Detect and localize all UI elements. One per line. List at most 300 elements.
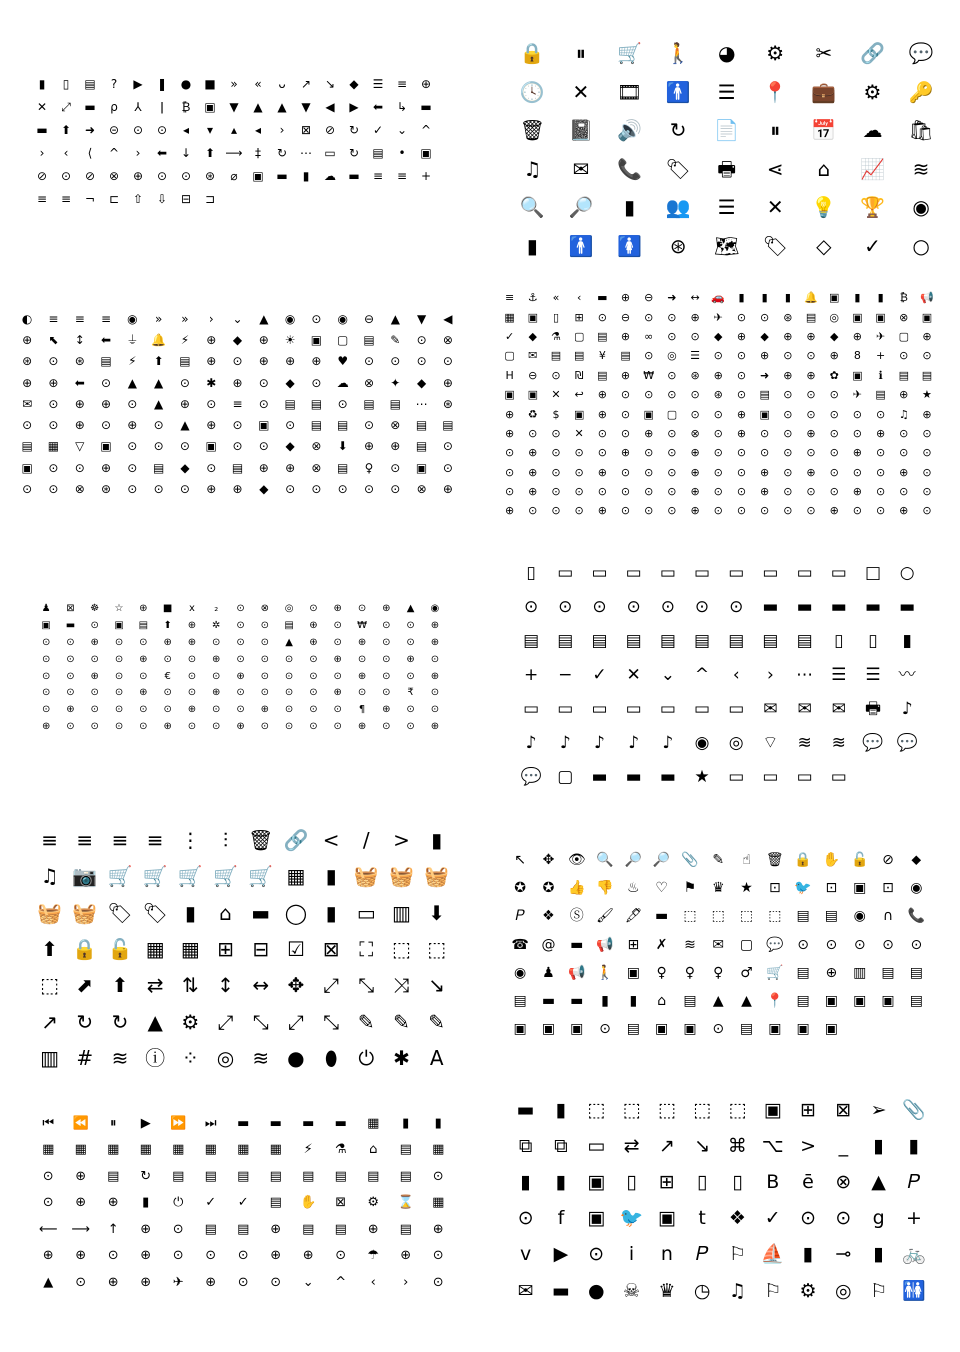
- battery-icon: ⋯: [300, 145, 312, 160]
- glyph-105-icon: ▽: [75, 439, 85, 454]
- glyph-49-icon: v: [520, 1243, 532, 1266]
- glyph-27-icon: ▤: [591, 630, 608, 651]
- glyph-100-icon: ⊗: [390, 418, 401, 433]
- glyph-43-icon: ‹: [732, 664, 740, 685]
- glyph-51-icon: ✗: [655, 936, 668, 953]
- tablet-icon: ▭: [557, 562, 574, 583]
- glyph-97-icon: ⊙: [309, 687, 318, 699]
- glyph-97-icon: ▤: [310, 418, 323, 433]
- glyph-18-icon: ▣: [41, 620, 51, 632]
- glyph-37-icon: +: [523, 664, 539, 685]
- male-icon: 🚹: [665, 79, 691, 104]
- glyph-62-icon: ¥: [598, 349, 606, 363]
- music-icon: >: [393, 828, 410, 853]
- glyph-63-icon: 📢: [568, 964, 586, 981]
- glyph-223-icon: ⊙: [806, 504, 816, 518]
- glyph-90-icon: ›: [403, 1274, 409, 1290]
- glyph-148-icon: ⊙: [829, 426, 839, 440]
- glyph-44-icon: ›: [767, 664, 774, 685]
- glyph-82-icon: ⊕: [140, 1274, 152, 1290]
- glyph-82-icon: ⊕: [620, 368, 631, 382]
- glyph-72-icon: ⊕: [101, 396, 112, 411]
- glyph-57-icon: ⊙: [172, 1221, 184, 1237]
- glyph-113-icon: ⊙: [284, 704, 294, 716]
- glyph-80-icon: ▭: [762, 766, 779, 787]
- glyph-69-icon: ≋: [797, 732, 812, 753]
- glyph-118-icon: ▤: [415, 439, 428, 454]
- zoom-in-icon: 🔎: [568, 195, 594, 220]
- glyph-71-icon: ⊙: [205, 1248, 217, 1264]
- glyph-50-icon: ⊙: [406, 636, 415, 648]
- bag-icon: 🛒: [248, 864, 274, 889]
- glyph-85-icon: ⊛: [442, 396, 453, 411]
- glyph-210-icon: ⊕: [504, 504, 515, 518]
- glyph-119-icon: ⊙: [442, 439, 453, 454]
- glyph-44-icon: ⊕: [258, 354, 269, 369]
- glyph-113-icon: ⊕: [899, 388, 909, 402]
- list-icon: ≡: [396, 76, 408, 91]
- glyph-18-icon: 👍: [568, 880, 586, 897]
- battery-icon: ▮: [784, 291, 791, 305]
- arrow-right-icon: ➜: [667, 291, 677, 305]
- battery-half-icon: ▬: [302, 1115, 315, 1131]
- glyph-50-icon: ⊙: [416, 354, 427, 369]
- glyph-95-icon: ▤: [626, 1021, 640, 1038]
- glyph-51-icon: ▭: [591, 698, 608, 719]
- glyph-81-icon: ⊙: [333, 670, 342, 682]
- expand-icon: ↕: [217, 973, 234, 998]
- glyph-115-icon: ⊙: [333, 704, 342, 716]
- glyph-33-icon: ▤: [805, 310, 817, 324]
- glyph-32-icon: ▤: [762, 630, 779, 651]
- share-icon: ⬚: [427, 937, 447, 962]
- glyph-164-icon: ⊙: [760, 446, 770, 460]
- inbox-out-icon: ▭: [356, 900, 376, 925]
- glyph-29-icon: ⊕: [309, 620, 318, 632]
- refresh-icon: ↻: [669, 118, 687, 143]
- glyph-61-icon: ◉: [514, 964, 527, 981]
- glyph-118-icon: ▣: [573, 407, 585, 421]
- glyph-48-icon: ◆: [714, 329, 723, 343]
- glyph-71-icon: ⊕: [74, 396, 85, 411]
- glyph-70-icon: ≋: [831, 732, 846, 753]
- glyph-132-icon: ♫: [898, 407, 909, 421]
- glyph-147-icon: ⊕: [806, 426, 816, 440]
- skip-forward-icon: ⏭: [204, 1115, 217, 1131]
- paperclip-icon: 📎: [902, 1098, 926, 1121]
- contract-icon: ↘: [324, 76, 336, 91]
- glyph-78-icon: ▬: [570, 993, 584, 1010]
- glyph-138-icon: ⊙: [48, 482, 59, 497]
- arrow-circle-right-icon: ◉: [337, 311, 348, 326]
- calculator-icon: ▣: [527, 310, 538, 324]
- glyph-75-icon: ▬: [591, 766, 608, 787]
- glyph-92-icon: ▲: [180, 418, 190, 433]
- glyph-140-icon: ⊕: [644, 426, 654, 440]
- glyph-50-icon: ▶: [553, 1243, 569, 1266]
- glyph-80-icon: ⊙: [309, 670, 318, 682]
- glyph-49-icon: ⊕: [736, 329, 747, 343]
- question-icon: ?: [110, 76, 118, 91]
- glyph-76-icon: ☂: [367, 1248, 380, 1264]
- glyph-101-icon: ⊙: [620, 388, 631, 402]
- glyph-40-icon: ⊕: [163, 636, 172, 648]
- glyph-61-icon: ⊙: [258, 375, 269, 390]
- glyph-42-icon: ▤: [824, 908, 839, 925]
- glyph-124-icon: ⊙: [127, 460, 138, 475]
- glyph-65-icon: ◎: [667, 349, 677, 363]
- glyph-66-icon: ◉: [694, 732, 710, 753]
- list-plus-icon: ≡: [396, 168, 408, 183]
- glyph-104-icon: ▦: [47, 439, 60, 454]
- glyph-137-icon: ✕: [574, 426, 584, 440]
- glyph-63-icon: ⊙: [309, 653, 318, 665]
- glyph-24-icon: ⌂: [369, 1142, 378, 1158]
- glyph-88-icon: ▣: [853, 993, 867, 1010]
- glyph-101-icon: ▣: [796, 1021, 810, 1038]
- tag-icon: 🧺: [37, 900, 63, 925]
- glyph-199-icon: ⊕: [690, 485, 700, 499]
- glyph-102-icon: ⊙: [644, 388, 654, 402]
- glyph-23-icon: 🔔: [151, 332, 167, 347]
- sort-icon: ⬈: [76, 973, 94, 998]
- glyph-123-icon: ⊙: [690, 407, 700, 421]
- glyph-82-icon: ▭: [830, 766, 847, 787]
- map-icon: 🗺: [713, 233, 740, 258]
- glyph-72-icon: ⊕: [829, 349, 839, 363]
- medical-case-icon: ⊞: [800, 1098, 816, 1121]
- glyph-30-icon: ⊙: [333, 620, 342, 632]
- glyph-62-icon: ♪: [559, 732, 571, 753]
- hand-point-icon: ☝: [742, 852, 751, 869]
- glyph-26-icon: ▤: [557, 630, 574, 651]
- arrow-down-icon: ▼: [416, 311, 427, 326]
- glyph-39-icon: ✓: [592, 664, 607, 685]
- glyph-220-icon: ⊙: [736, 504, 747, 518]
- bitcoin-icon: ▼: [229, 99, 239, 114]
- glyph-55-icon: ▭: [728, 698, 745, 719]
- glyph-41-icon: ⚗: [551, 329, 561, 343]
- chevron-down-icon: ✓: [372, 122, 384, 137]
- phone-icon: ▯: [526, 562, 536, 583]
- icon-sheet-10: [508, 1092, 932, 1309]
- glyph-67-icon: ♫: [728, 1279, 746, 1302]
- bluetooth-icon: ●: [287, 1045, 305, 1070]
- sort-icon: ⟶: [225, 145, 243, 160]
- glyph-131-icon: ⊗: [311, 460, 322, 475]
- glyph-67-icon: ◎: [728, 732, 744, 753]
- glyph-167-icon: ⊙: [829, 446, 839, 460]
- glyph-131-icon: ⊙: [875, 407, 886, 421]
- glyph-78-icon: ★: [694, 766, 710, 787]
- glyph-66-icon: ◷: [693, 1279, 711, 1302]
- glyph-35-icon: ▣: [852, 310, 863, 324]
- glyph-144-icon: ⊕: [736, 426, 747, 440]
- zoom-out-icon: A: [429, 1045, 444, 1070]
- glyph-145-icon: ⊙: [760, 426, 770, 440]
- glyph-68-icon: ⊕: [442, 375, 453, 390]
- glyph-188-icon: ⊙: [875, 465, 886, 479]
- glyph-14-icon: ⊙: [357, 603, 367, 615]
- glyph-77-icon: ▬: [541, 993, 556, 1010]
- monitor-upload-icon: ▭: [830, 562, 847, 583]
- glyph-194-icon: ⊙: [574, 485, 584, 499]
- glyph-96-icon: ⊙: [285, 418, 296, 433]
- glyph-75-icon: ⊕: [179, 396, 190, 411]
- glyph-35-icon: ⊛: [22, 354, 33, 369]
- glyph-94-icon: ⊙: [599, 1021, 611, 1038]
- glyph-64-icon: ⊕: [333, 653, 342, 665]
- glyph-149-icon: ⊙: [852, 426, 863, 440]
- glyph-49-icon: ⊠: [335, 1195, 347, 1211]
- glyph-89-icon: ⊙: [114, 687, 124, 699]
- list-bullets-icon: +: [420, 168, 432, 183]
- glyph-47-icon: g: [872, 1207, 885, 1230]
- glyph-15-icon: ▦: [74, 1142, 87, 1158]
- glyph-155-icon: ⊙: [551, 446, 561, 460]
- glyph-55-icon: ⚐: [728, 1243, 746, 1266]
- glyph-24-icon: ⊕: [187, 620, 197, 632]
- glyph-84-icon: ▲: [741, 993, 752, 1010]
- caret-right-icon: ^: [108, 145, 120, 160]
- zoom-out-icon: 🔎: [624, 852, 643, 869]
- glyph-135-icon: ⊙: [406, 720, 415, 732]
- glyph-101-icon: ▤: [415, 418, 428, 433]
- pencil-icon: ✎: [712, 852, 725, 869]
- glyph-82-icon: ▤: [363, 396, 375, 411]
- glyph-41-icon: ▤: [179, 354, 191, 369]
- bitcoin-icon: 📢: [920, 291, 934, 305]
- glyph-43-icon: ▮: [142, 1195, 150, 1211]
- glyph-46-icon: ☎: [511, 936, 529, 953]
- price-tag-icon: 🏷: [762, 233, 788, 258]
- glyph-35-icon: 🖋: [624, 908, 643, 925]
- glyph-41-icon: ⌄: [660, 664, 675, 685]
- glyph-68-icon: ⊙: [107, 1248, 119, 1264]
- pencil-icon: ⤡: [252, 1009, 269, 1034]
- glyph-28-icon: ⊕: [690, 310, 700, 324]
- eject-icon: ᴗ: [278, 76, 286, 91]
- arrow-circle-left-icon: ⊖: [644, 291, 654, 305]
- glyph-222-icon: ⊙: [783, 504, 793, 518]
- glyph-213-icon: ⊙: [574, 504, 584, 518]
- broadcast-icon: ◉: [912, 195, 930, 220]
- mail-icon: ✉: [572, 156, 590, 181]
- align-justify-icon: ≡: [41, 828, 58, 853]
- chevron-up-icon: ⌄: [396, 122, 408, 137]
- glyph-21-icon: ▦: [269, 1142, 282, 1158]
- glyph-72-icon: 💬: [896, 732, 918, 753]
- glyph-39-icon: ✓: [504, 329, 515, 343]
- woman-icon: 🚺: [617, 233, 642, 258]
- glyph-150-icon: ⊕: [875, 426, 886, 440]
- glyph-19-icon: ▦: [204, 1142, 217, 1158]
- document-icon: ↻: [348, 145, 360, 160]
- align-right-icon: ≡: [146, 828, 164, 853]
- glyph-99-icon: ↩: [574, 388, 584, 402]
- glyph-90-icon: ⊕: [806, 368, 816, 382]
- paperclip-icon: 📎: [681, 852, 699, 869]
- glyph-55-icon: ↑: [107, 1221, 119, 1237]
- cloud-sync-icon: ☁: [862, 118, 883, 143]
- glyph-47-icon: ♥: [337, 354, 349, 369]
- glyph-27-icon: ⊙: [667, 310, 677, 324]
- icon-sheet-3: [14, 308, 469, 500]
- glyph-125-icon: ⊕: [736, 407, 747, 421]
- glyph-37-icon: ⊕: [90, 636, 99, 648]
- up-small-icon: ▾: [206, 122, 214, 137]
- glyph-42-icon: ⊕: [107, 1195, 119, 1211]
- glyph-141-icon: ⊙: [127, 482, 138, 497]
- glyph-159-icon: ⊙: [644, 446, 654, 460]
- glyph-144-icon: ⊕: [206, 482, 217, 497]
- glyph-145-icon: ⊕: [232, 482, 243, 497]
- glyph-132-icon: ⊙: [333, 720, 342, 732]
- angle-down-icon: ▲: [259, 311, 269, 326]
- arrow-right-icon: ⬆: [204, 145, 216, 160]
- glyph-65-icon: ⊗: [363, 375, 375, 390]
- glyph-111-icon: ✈: [852, 388, 863, 402]
- glyph-117-icon: ⊕: [382, 704, 391, 716]
- glyph-91-icon: ✿: [829, 368, 839, 382]
- glyph-75-icon: ⊙: [899, 349, 909, 363]
- glyph-80-icon: ⊙: [75, 1274, 87, 1290]
- glyph-186-icon: ⊙: [829, 465, 839, 479]
- glyph-67-icon: ◆: [416, 375, 427, 390]
- glyph-133-icon: ⊕: [357, 720, 367, 732]
- location-icon: 📍: [762, 79, 788, 104]
- up-solid-icon: ◀: [325, 99, 335, 114]
- glyph-126-icon: ◆: [180, 460, 190, 475]
- glyph-20-icon: ▬: [762, 596, 779, 617]
- glyph-138-icon: ⊙: [597, 426, 607, 440]
- angle-double-right-icon: »: [181, 311, 189, 326]
- glyph-69-icon: ✉: [22, 396, 33, 411]
- glyph-43-icon: ◉: [853, 908, 866, 925]
- glyph-200-icon: ⊙: [713, 485, 723, 499]
- glyph-100-icon: ▣: [768, 1021, 782, 1038]
- glyph-55-icon: ✈: [875, 329, 886, 343]
- ambulance-icon: ◉: [127, 311, 138, 326]
- glyph-45-icon: 📞: [907, 908, 926, 925]
- glyph-105-icon: ⊛: [713, 388, 723, 402]
- group-icon: 👥: [665, 195, 691, 220]
- folder-icon: ▬: [84, 99, 96, 114]
- glyph-82-icon: ⊕: [357, 670, 367, 682]
- glyph-100-icon: ⊕: [597, 388, 607, 402]
- glyph-87-icon: ⌄: [302, 1274, 314, 1290]
- glyph-31-icon: ₩: [357, 620, 367, 632]
- glyph-60-icon: ⊙: [236, 653, 245, 665]
- trend-down-icon: ⤢: [323, 973, 340, 998]
- barcode-icon: ▬: [251, 900, 271, 925]
- glyph-109-icon: ⊙: [179, 439, 190, 454]
- glyph-48-icon: ⊕: [357, 636, 367, 648]
- glyph-86-icon: ⊙: [270, 1274, 282, 1290]
- glyph-70-icon: ⊙: [783, 349, 793, 363]
- glyph-70-icon: ⊙: [172, 1248, 184, 1264]
- glyph-25-icon: ⊕: [206, 332, 217, 347]
- glyph-173-icon: ⊕: [528, 465, 538, 479]
- align-justify-icon: ≡: [504, 291, 515, 305]
- glyph-83-icon: ✈: [172, 1274, 184, 1290]
- wifi-icon: ≋: [912, 156, 930, 181]
- glyph-92-icon: ⊙: [187, 687, 197, 699]
- compass-icon: ⊗: [260, 603, 270, 615]
- glyph-217-icon: ⊙: [667, 504, 677, 518]
- glyph-54-icon: ⟶: [71, 1221, 91, 1237]
- glyph-29-icon: ▤: [107, 1168, 120, 1184]
- glyph-127-icon: ⊙: [206, 460, 217, 475]
- clock-icon: 🕓: [519, 79, 545, 104]
- import-icon: ⬚: [693, 1098, 712, 1121]
- glyph-97-icon: ▣: [683, 1021, 697, 1038]
- glyph-17-icon: ▦: [139, 1142, 152, 1158]
- glyph-69-icon: ⚙: [799, 1279, 817, 1302]
- chess-icon: ♟: [41, 603, 51, 615]
- glyph-57-icon: ▮: [802, 1243, 814, 1266]
- glyph-65-icon: ⊕: [432, 1221, 444, 1237]
- glyph-34-icon: ◎: [829, 310, 840, 324]
- terminal-icon: >: [800, 1134, 816, 1157]
- play-icon: ▶: [140, 1115, 151, 1131]
- glyph-93-icon: ℹ: [878, 368, 883, 382]
- forbidden-icon: ▣: [420, 145, 432, 160]
- pause-icon: ⏸: [575, 41, 586, 66]
- glyph-99-icon: ▤: [739, 1021, 754, 1038]
- basket-icon: ▦: [286, 864, 306, 889]
- glyph-66-icon: ✦: [390, 375, 401, 390]
- arrow-left-icon: ›: [135, 145, 141, 160]
- glyph-84-icon: ⋯: [415, 396, 428, 411]
- glyph-16-icon: ✪: [514, 880, 527, 897]
- glyph-29-icon: ▣: [310, 332, 323, 347]
- icon-sheet-5: [34, 601, 459, 735]
- glyph-46-icon: ⊙: [667, 329, 677, 343]
- glyph-30-icon: ↻: [140, 1168, 152, 1184]
- glyph-106-icon: ▣: [100, 439, 112, 454]
- glyph-85-icon: 📍: [766, 993, 784, 1010]
- expand-3-icon: ⚙: [181, 1009, 200, 1034]
- glyph-40-icon: 🐦: [619, 1207, 644, 1230]
- glyph-73-icon: 8: [853, 349, 861, 363]
- glyph-224-icon: ⊕: [829, 504, 839, 518]
- glyph-63-icon: ⊕: [367, 1221, 379, 1237]
- glyph-28-icon: ▤: [625, 630, 642, 651]
- bar-chart-icon: ▮: [738, 291, 745, 305]
- glyph-79-icon: ▤: [284, 396, 296, 411]
- menu-icon: ☰: [372, 76, 384, 91]
- glyph-85-icon: ⊙: [237, 1274, 249, 1290]
- chevron-left-icon: ›: [39, 145, 45, 160]
- arrows-h-icon: ↔: [690, 291, 700, 305]
- glyph-112-icon: ⊙: [258, 439, 269, 454]
- glyph-107-icon: ⊙: [139, 704, 148, 716]
- ticket-icon: ▣: [252, 168, 264, 183]
- hashtag-icon: ✎: [393, 1009, 410, 1034]
- chevron-right-icon: ^: [420, 122, 432, 137]
- floppy-icon: ▮: [555, 1098, 567, 1121]
- glyph-201-icon: ⊙: [736, 485, 747, 499]
- glyph-51-icon: ⊕: [783, 329, 793, 343]
- trend-up-icon: ↗: [658, 1134, 675, 1157]
- glyph-38-icon: ⬚: [711, 908, 725, 925]
- glyph-15-icon: ⊙: [592, 596, 607, 617]
- glyph-58-icon: ✉: [831, 698, 846, 719]
- glyph-154-icon: ⊕: [528, 446, 538, 460]
- glyph-65-icon: ♛: [658, 1279, 676, 1302]
- glyph-134-icon: ⊕: [504, 426, 515, 440]
